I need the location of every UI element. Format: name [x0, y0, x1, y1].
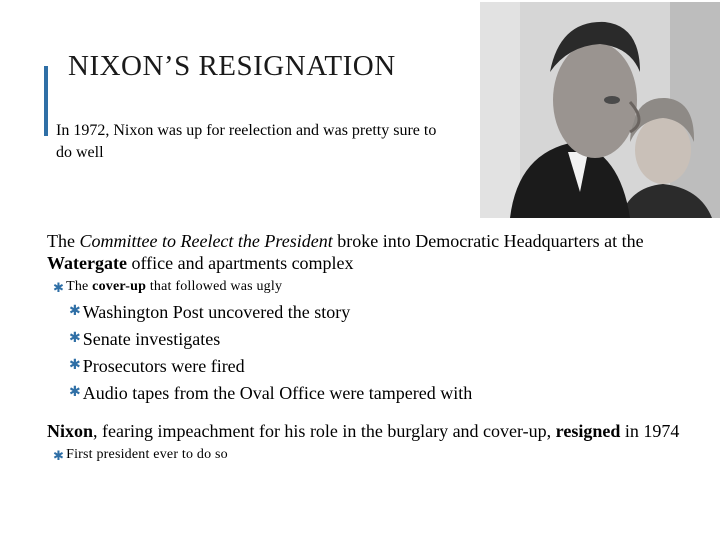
- para2-text-mid: , fearing impeachment for his role in the burglary and cover-up,: [93, 421, 556, 441]
- asterisk-bullet-icon: ✱: [69, 331, 81, 346]
- title-accent-bar: [44, 66, 48, 136]
- subitem-audio-tapes: [69, 382, 707, 404]
- bullet-first-president-text: First president ever to do so: [66, 447, 228, 462]
- subitem-text: Senate investigates: [82, 329, 221, 349]
- para1-text-end: office and apartments complex: [126, 253, 354, 273]
- committee-name: Committee to Reelect the President: [79, 231, 333, 251]
- bullet-cover-up-text: [66, 278, 282, 296]
- slide-body: [47, 230, 707, 464]
- nixon-term: Nixon: [47, 421, 94, 441]
- slide-title: NIXON’S RESIGNATION: [68, 50, 396, 82]
- para1-text-mid: broke into Democratic Headquarters at the: [332, 231, 644, 251]
- subitem-senate: [69, 328, 707, 350]
- bullet-first-president: [53, 446, 707, 464]
- nixon-photo: [480, 2, 720, 218]
- subitem-washington-post: [69, 301, 707, 323]
- asterisk-bullet-icon: ✱: [69, 358, 81, 373]
- para1-text-start: The: [47, 231, 80, 251]
- sub1-text-start: The: [66, 279, 93, 294]
- asterisk-bullet-icon: ✱: [53, 447, 65, 463]
- cover-up-term: cover-up: [92, 279, 147, 294]
- asterisk-bullet-icon: ✱: [69, 385, 81, 400]
- subitem-text: Prosecutors were fired: [82, 356, 245, 376]
- watergate-term: Watergate: [47, 253, 127, 273]
- subitem-prosecutors: [69, 355, 707, 377]
- asterisk-bullet-icon: ✱: [69, 304, 81, 319]
- intro-text: In 1972, Nixon was up for reelection and was pretty sure to do well: [56, 122, 437, 161]
- bullet-cover-up: [53, 278, 707, 296]
- paragraph-resignation: [47, 420, 707, 442]
- asterisk-bullet-icon: ✱: [53, 279, 65, 295]
- paragraph-watergate: [47, 230, 707, 274]
- sub1-text-end: that followed was ugly: [146, 279, 283, 294]
- resigned-term: resigned: [555, 421, 621, 441]
- para2-text-end: in 1974: [620, 421, 680, 441]
- subitem-text: Washington Post uncovered the story: [82, 302, 351, 322]
- subitem-text: Audio tapes from the Oval Office were tampered with: [82, 383, 473, 403]
